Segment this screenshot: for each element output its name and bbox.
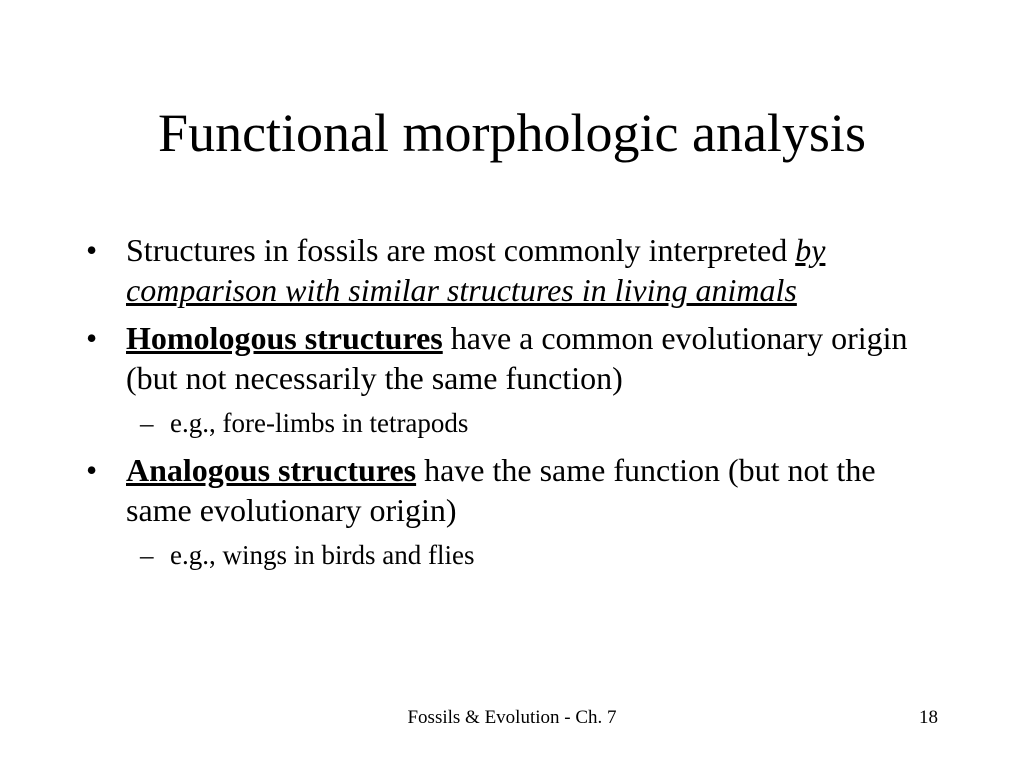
sub-bullet-marker: – <box>140 540 154 570</box>
bullet-item-analogous-structures <box>86 450 936 530</box>
bullet-item-structures-in-fossils <box>86 230 936 310</box>
bullet-emphasis: by comparison with similar structures in living animals <box>126 232 826 308</box>
bullet-text: have the same function (but not the same evolutionary origin) <box>126 452 876 528</box>
sub-bullet-wings <box>86 538 936 572</box>
bullet-marker: • <box>86 232 98 268</box>
footer-text: Fossils & Evolution - Ch. 7 <box>407 707 617 728</box>
sub-bullet-text: e.g., fore-limbs in tetrapods <box>170 408 469 438</box>
bullet-item-homologous-structures <box>86 318 936 398</box>
bullet-term: Homologous structures <box>126 320 443 356</box>
bullet-marker: • <box>86 452 98 488</box>
page-number: 18 <box>919 707 938 728</box>
bullet-text: Structures in fossils are most commonly interpreted <box>126 232 796 268</box>
sub-bullet-text: e.g., wings in birds and flies <box>170 540 475 570</box>
bullet-term: Analogous structures <box>126 452 417 488</box>
slide-title: Functional morphologic analysis <box>158 103 866 163</box>
bullet-list <box>86 230 936 582</box>
sub-bullet-marker: – <box>140 408 154 438</box>
bullet-text: have a common evolutionary origin (but not necessarily the same function) <box>126 320 908 396</box>
bullet-marker: • <box>86 320 98 356</box>
sub-bullet-fore-limbs <box>86 406 936 440</box>
